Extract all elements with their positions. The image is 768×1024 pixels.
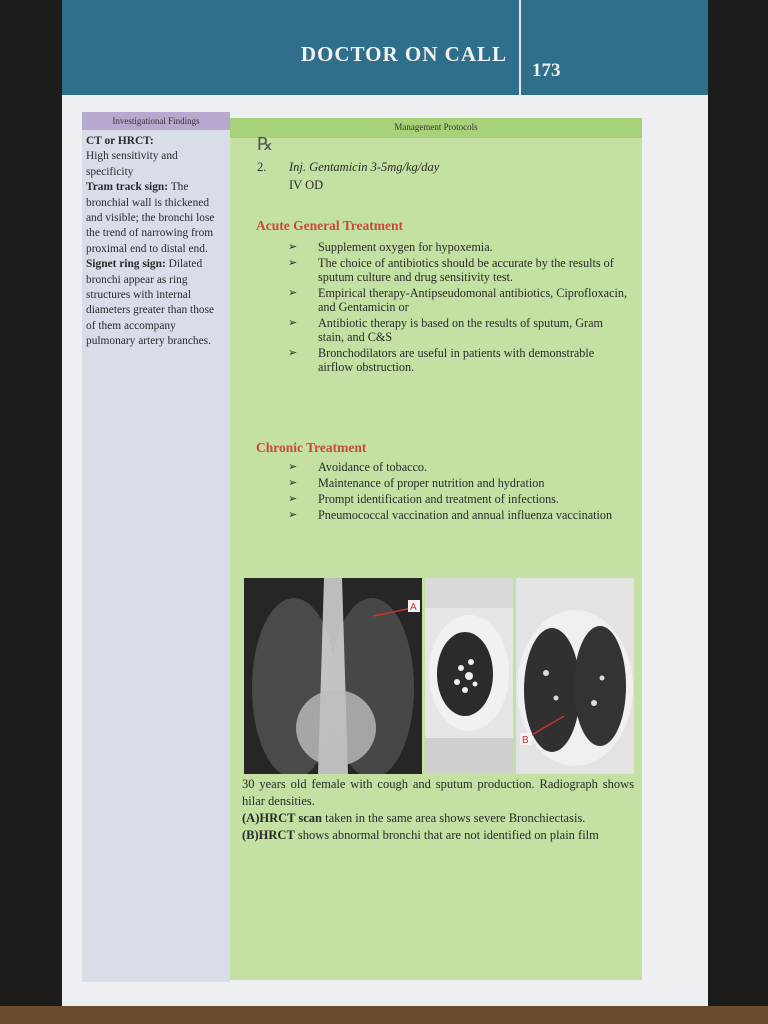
radiology-figure [244, 578, 634, 774]
investigational-findings-heading: Investigational Findings [82, 112, 230, 130]
hrct-scan-b-image [516, 578, 634, 774]
management-protocols-column [230, 118, 642, 980]
list-item: ➢ Supplement oxygen for hypoxemia. [288, 240, 493, 254]
arrow-bullet-icon: ➢ [288, 347, 298, 359]
list-item: ➢ The choice of antibiotics should be accurate by the results of sputum culture and drug sensitivity test. [288, 256, 614, 284]
header-divider [519, 0, 521, 95]
list-item: ➢ Avoidance of tobacco. [288, 460, 428, 474]
caption-b-text: shows abnormal bronchi that are not identified on plain film [294, 828, 599, 842]
arrow-bullet-icon: ➢ [288, 477, 298, 489]
label-a: A [410, 602, 417, 613]
list-item: ➢ Empirical therapy-Antipseudomonal antibiotics, Ciprofloxacin, and Gentamicin or [288, 286, 628, 314]
header-title: DOCTOR ON CALL [300, 42, 507, 66]
caption-a-text: taken in the same area shows severe Bronchiectasis. [321, 811, 586, 825]
investigational-findings-column [82, 112, 230, 982]
medication-line [257, 160, 439, 175]
caption-b-bold: (B)HRCT [242, 828, 295, 842]
arrow-bullet-icon: ➢ [288, 493, 298, 505]
list-item: ➢ Antibiotic therapy is based on the results of sputum, Gram stain, and C&S [288, 316, 604, 344]
medication-dose: IV OD [289, 178, 324, 192]
list-item: ➢ Bronchodilators are useful in patients with demonstrable airflow obstruction. [288, 346, 595, 374]
arrow-bullet-icon: ➢ [288, 509, 298, 521]
page-header [62, 0, 708, 95]
list-item: ➢ Maintenance of proper nutrition and hydration [288, 476, 545, 490]
figure-caption [242, 776, 634, 844]
acute-treatment-title: Acute General Treatment [256, 218, 403, 233]
book-page [62, 0, 708, 1024]
caption-line-1: 30 years old female with cough and sputum production. Radiograph shows hilar densities. [242, 777, 634, 808]
arrow-bullet-icon: ➢ [288, 317, 298, 329]
label-b: B [522, 735, 529, 746]
arrow-bullet-icon: ➢ [288, 241, 298, 253]
signet-ring-title: Signet ring sign: [86, 258, 166, 271]
arrow-bullet-icon: ➢ [288, 257, 298, 269]
tram-track-title: Tram track sign: [86, 181, 169, 194]
medication-number: 2. [257, 160, 267, 174]
page-number: 173 [532, 60, 561, 81]
table-surface [0, 1006, 768, 1024]
medication-name: Inj. Gentamicin 3-5mg/kg/day [289, 160, 440, 174]
list-item: ➢ Prompt identification and treatment of infections. [288, 492, 559, 506]
chest-radiograph-image [244, 578, 422, 774]
ct-text: High sensitivity and specificity [86, 150, 178, 178]
rx-icon: ℞ [257, 134, 274, 154]
ct-title: CT or HRCT: [86, 135, 154, 147]
findings-text [82, 130, 230, 350]
chronic-treatment-title: Chronic Treatment [256, 440, 367, 455]
arrow-bullet-icon: ➢ [288, 287, 298, 299]
caption-a-bold: (A)HRCT scan [242, 811, 322, 825]
hrct-scan-a-image [425, 578, 513, 774]
list-item: ➢ Pneumococcal vaccination and annual influenza vaccination [288, 508, 613, 522]
chronic-treatment-list [288, 460, 630, 524]
acute-treatment-list [288, 240, 630, 376]
signet-ring-text: Dilated bronchi appear as ring structures with internal diameters greater than those of them accompany pulmonary artery branches. [86, 258, 215, 348]
arrow-bullet-icon: ➢ [288, 461, 298, 473]
management-protocols-heading: Management Protocols [230, 118, 642, 138]
tram-track-text: The bronchial wall is thickened and visible; the bronchi lose the trend of narrowing from proximal end to distal end. [86, 181, 215, 255]
